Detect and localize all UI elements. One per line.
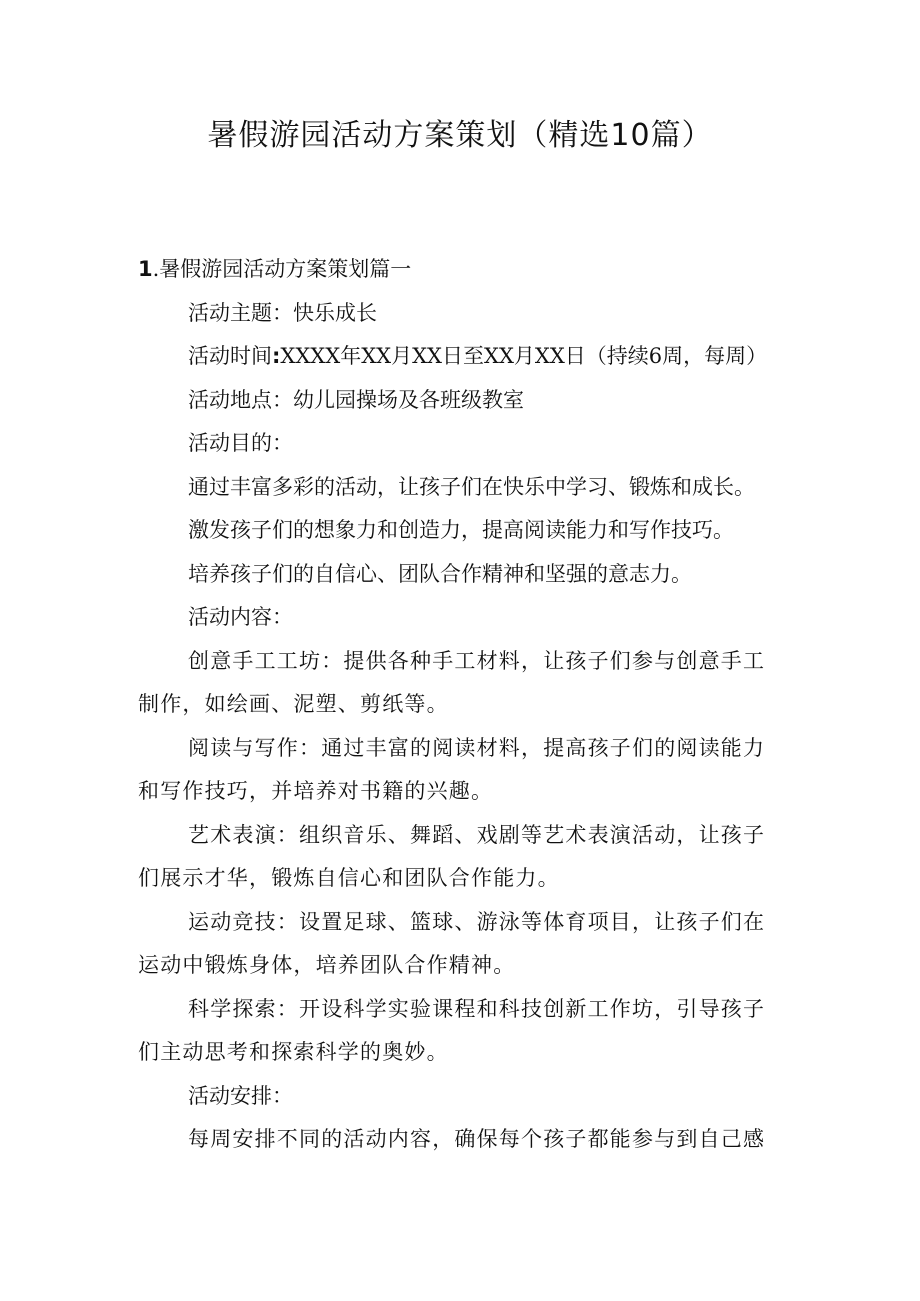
time-colon: : — [272, 344, 281, 368]
content-item-line1: 运动竞技：设置足球、篮球、游泳等体育项目，让孩子们在 — [188, 909, 766, 934]
content-item-line2: 运动中锻炼身体，培养团队合作精神。 — [138, 953, 516, 977]
time-line — [138, 335, 788, 379]
content-item-line2: 制作，如绘画、泥塑、剪纸等。 — [138, 692, 449, 716]
purpose-item: 培养孩子们的自信心、团队合作精神和坚强的意志力。 — [188, 561, 692, 586]
content-label: 活动内容： — [188, 605, 293, 629]
arrangement-line: 每周安排不同的活动内容，确保每个孩子都能参与到自己感 — [188, 1127, 766, 1151]
purpose-label: 活动目的： — [188, 431, 293, 455]
location-line: 活动地点：幼儿园操场及各班级教室 — [188, 387, 524, 412]
theme-line: 活动主题：快乐成长 — [188, 300, 377, 325]
purpose-item: 激发孩子们的想象力和创造力，提高阅读能力和写作技巧。 — [188, 518, 734, 542]
purpose-item: 通过丰富多彩的活动，让孩子们在快乐中学习、锻炼和成长。 — [188, 474, 755, 499]
time-value: XXXX年XX月XX日至XX月XX日（持续6周，每周） — [280, 344, 768, 368]
time-label: 活动时间 — [188, 344, 272, 368]
content-item-line1: 阅读与写作：通过丰富的阅读材料，提高孩子们的阅读能力 — [188, 735, 766, 760]
arrangement-label: 活动安排： — [188, 1083, 293, 1108]
content-item-line2: 们主动思考和探索科学的奥妙。 — [138, 1040, 449, 1064]
section-heading-text: .暑假游园活动方案策划篇一 — [152, 257, 412, 281]
document-body — [138, 248, 788, 1162]
content-item-line1: 创意手工工坊：提供各种手工材料，让孩子们参与创意手工 — [188, 648, 766, 673]
document-title: 暑假游园活动方案策划（精选10篇） — [207, 118, 713, 153]
content-item-line1: 艺术表演：组织音乐、舞蹈、戏剧等艺术表演活动，让孩子 — [188, 822, 766, 847]
content-item-line2: 们展示才华，锻炼自信心和团队合作能力。 — [138, 866, 560, 890]
section-heading — [138, 248, 788, 292]
section-number: 1 — [138, 257, 153, 281]
content-item-line1: 科学探索：开设科学实验课程和科技创新工作坊，引导孩子 — [188, 996, 766, 1021]
content-item-line2: 和写作技巧，并培养对书籍的兴趣。 — [138, 779, 494, 803]
